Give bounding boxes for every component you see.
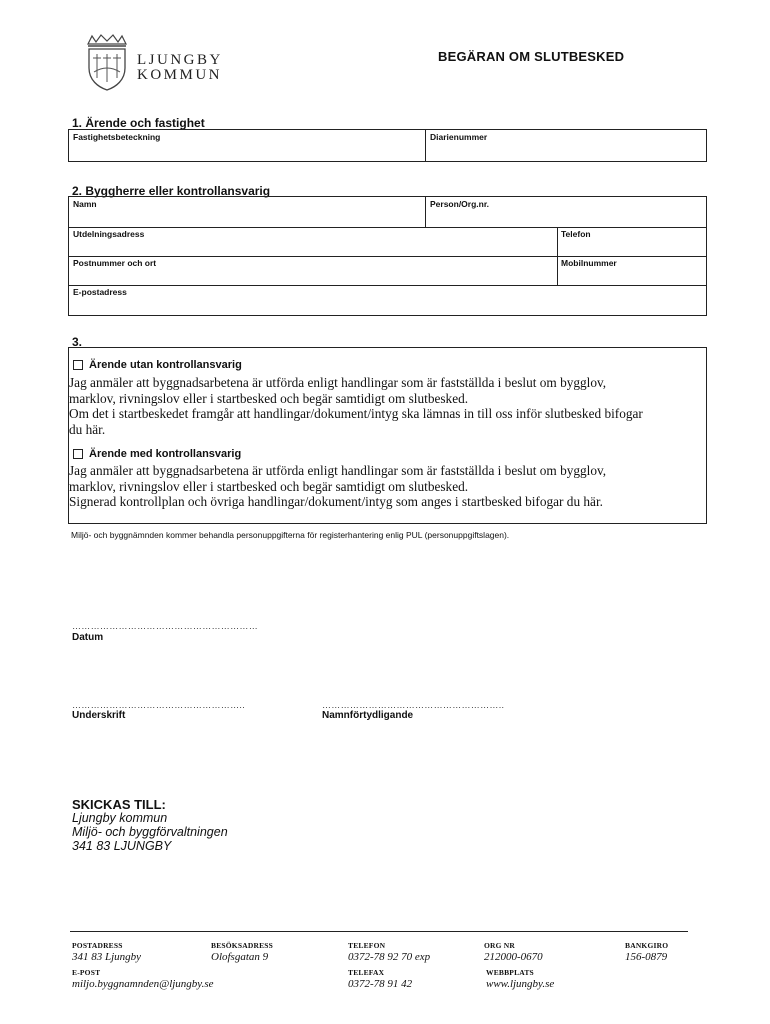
opt2-line1: Jag anmäler att byggnadsarbetena är utförda enligt handlingar som är fastställda i beslut om bygglov, bbox=[69, 463, 607, 478]
footer-webb-value[interactable]: www.ljungby.se bbox=[486, 978, 555, 990]
footer-webb-label: WEBBPLATS bbox=[486, 968, 534, 977]
checkbox-with-ka[interactable] bbox=[73, 449, 83, 459]
footer-telefon-label: TELEFON bbox=[348, 941, 386, 950]
namn-field[interactable] bbox=[68, 196, 424, 226]
epost-field[interactable] bbox=[68, 285, 707, 316]
footer-orgnr-label: ORG NR bbox=[484, 941, 515, 950]
name-dots[interactable]: ………………………………………………….. bbox=[322, 700, 505, 710]
checkbox-without-ka[interactable] bbox=[73, 360, 83, 370]
footer-besok-value: Olofsgatan 9 bbox=[211, 951, 269, 963]
name-label: Namnförtydligande bbox=[322, 710, 414, 721]
send-to-heading: SKICKAS TILL: bbox=[72, 797, 166, 812]
footer-epost-value[interactable]: miljo.byggnamnden@ljungby.se bbox=[72, 978, 214, 990]
person-org-label: Person/Org.nr. bbox=[430, 199, 490, 209]
opt1-line1: Jag anmäler att byggnadsarbetena är utförda enligt handlingar som är fastställda i beslut om bygglov, bbox=[69, 375, 607, 390]
postnummer-field[interactable] bbox=[68, 256, 556, 284]
send-to-line-1: Ljungby kommun bbox=[72, 811, 168, 825]
opt1-line2: marklov, rivningslov eller i startbesked och begär samtidigt om slutbesked. bbox=[69, 390, 469, 406]
diarie-field[interactable] bbox=[425, 129, 707, 162]
opt1-line4: du här. bbox=[69, 421, 106, 437]
footer-telefax-value: 0372-78 91 42 bbox=[348, 978, 413, 990]
diarie-label: Diarienummer bbox=[430, 132, 488, 142]
opt2-line3: Signerad kontrollplan och övriga handlingar/dokument/intyg som anges i startbesked bifogar du här. bbox=[69, 494, 603, 509]
footer-bankgiro-value: 156-0879 bbox=[625, 951, 668, 963]
opt1-line3: Om det i startbeskedet framgår att handlingar/dokument/intyg ska lämnas in till oss inför slutbesked bifogar bbox=[69, 406, 643, 421]
section-2-heading: 2. Byggherre eller kontrollansvarig bbox=[72, 184, 271, 198]
adress-field[interactable] bbox=[68, 227, 556, 255]
signature-dots[interactable]: ……………………………………………….. bbox=[72, 700, 246, 710]
postnummer-label: Postnummer och ort bbox=[73, 258, 157, 268]
pul-note: Miljö- och byggnämnden kommer behandla personuppgifterna för registerhantering enlig PUL (personuppgiftslagen). bbox=[71, 530, 510, 540]
footer-postadress-value: 341 83 Ljungby bbox=[72, 951, 142, 963]
date-label: Datum bbox=[72, 632, 104, 643]
option-without-ka-title: Ärende utan kontrollansvarig bbox=[89, 359, 242, 371]
option-without-ka-text bbox=[69, 375, 709, 437]
option-without-ka bbox=[73, 359, 242, 371]
mobil-field[interactable] bbox=[557, 256, 707, 284]
form-title: BEGÄRAN OM SLUTBESKED bbox=[438, 49, 625, 64]
option-with-ka-title: Ärende med kontrollansvarig bbox=[89, 448, 242, 460]
person-org-field[interactable] bbox=[425, 196, 707, 226]
option-with-ka bbox=[73, 448, 241, 460]
namn-label: Namn bbox=[73, 199, 97, 209]
fastighet-label: Fastighetsbeteckning bbox=[73, 132, 161, 142]
date-dots[interactable]: …………………………………………………… bbox=[72, 621, 258, 631]
mobil-label: Mobilnummer bbox=[561, 258, 617, 268]
section-1-heading: 1. Ärende och fastighet bbox=[72, 116, 205, 130]
epost-label: E-postadress bbox=[73, 287, 127, 297]
adress-label: Utdelningsadress bbox=[73, 229, 145, 239]
footer-orgnr-value: 212000-0670 bbox=[484, 951, 543, 963]
fastighet-field[interactable] bbox=[68, 129, 424, 162]
footer-bankgiro-label: BANKGIRO bbox=[625, 941, 669, 950]
logo-line-2: KOMMUN bbox=[137, 67, 223, 83]
telefon-label: Telefon bbox=[561, 229, 591, 239]
section-3-heading: 3. bbox=[72, 335, 83, 349]
section-3-box bbox=[68, 347, 707, 524]
telefon-field[interactable] bbox=[557, 227, 707, 255]
logo-line-1: LJUNGBY bbox=[137, 52, 223, 68]
footer-divider bbox=[70, 931, 688, 932]
option-with-ka-text bbox=[69, 463, 709, 510]
footer-epost-label: E-POST bbox=[72, 968, 101, 977]
opt2-line2: marklov, rivningslov eller i startbesked och begär samtidigt om slutbesked. bbox=[69, 478, 469, 494]
footer-telefon-value: 0372-78 92 70 exp bbox=[348, 951, 431, 963]
send-to-line-3: 341 83 LJUNGBY bbox=[72, 839, 172, 853]
signature-label: Underskrift bbox=[72, 710, 126, 721]
footer-besok-label: BESÖKSADRESS bbox=[211, 941, 274, 950]
footer-telefax-label: TELEFAX bbox=[348, 968, 385, 977]
send-to-line-2: Miljö- och byggförvaltningen bbox=[72, 825, 228, 839]
coat-of-arms-icon bbox=[82, 34, 132, 92]
footer-postadress-label: POSTADRESS bbox=[72, 941, 123, 950]
